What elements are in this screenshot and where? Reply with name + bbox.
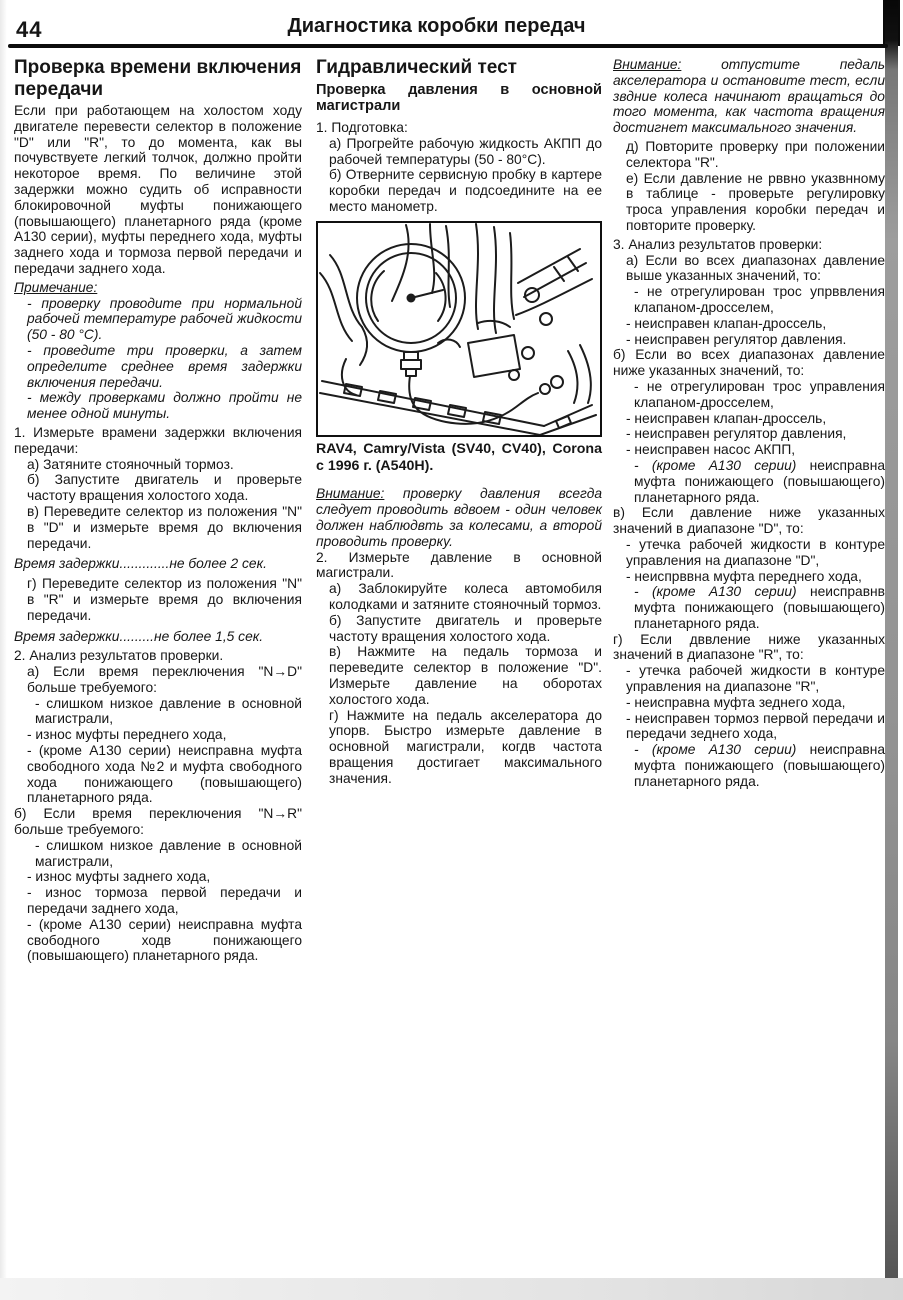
lettered-item: е) Если давление не рввно указвнному в таблице - проверьте регулировку троса управления коробки передач и повторите проверку. [626,170,885,233]
dash-item: - не отрегулирован трос управления клапаном-дросселем, [634,378,885,410]
lettered-item: г) Если дввление ниже указанных значений в диапазоне "R", то: [613,631,885,663]
numbered-step: 1. Измерьте врамени задержки включения передачи: [14,424,302,456]
lettered-item: а) Если время переключения "N→D" больше требуемого: [27,664,302,695]
dash-item: - неисправен клапан-дроссель, [626,410,827,426]
column-left [14,57,302,964]
column-middle [316,57,602,787]
sub-heading: Проверка давления в основной магистрали [316,81,602,115]
note-item: - проведите три проверки, а затем определите среднее время задержки включения передачи. [27,342,302,390]
header-rule [8,44,888,48]
lettered-item: г) Нажмите на педаль акселератора до упорв. Быстро измерьте давление в основной магистрали, когдв частота вращения достигает максимального значения. [329,707,602,786]
lettered-item: б) Отверните сервисную пробку в картере коробки передач и подсоедините на ее место манометр. [329,167,602,215]
lettered-item: в) Если давление ниже указанных значений в диапазоне "D", то: [613,505,885,537]
lettered-item: д) Повторите проверку при положении селектора "R". [626,138,885,170]
page-number: 44 [16,17,43,42]
right-scan-strip [885,0,898,1300]
dash-item: - неисправен клапан-дроссель, [626,315,827,331]
lettered-item: в) Нажмите на педаль тормоза и переведите селектор в положение "D". Измерьте давление на оборотах холостого хода. [329,644,602,707]
note-label: Примечание: [14,279,98,295]
column-right [613,57,885,790]
bottom-scan-band [0,1278,903,1300]
lettered-item: г) Переведите селектор из положения "N" в "R" и измерьте время до включения передачи. [27,576,302,623]
attention-note: Внимание: отпустите педаль акселератора и остановите тест, если звдние колеса начинают вращаться до того момента, как частота вращения достигнет максимального значения. [613,57,885,136]
lettered-item: в) Переведите селектор из положения "N" в "D" и измерьте время до включения передачи. [27,503,302,551]
section-heading: Гидравлический тест [316,57,517,78]
dash-item: - слишком низкое давление в основной магистрали, [35,837,302,869]
spec-line: Время задержки.........не более 1,5 сек. [14,628,264,644]
dash-item: - износ муфты переднего хода, [27,727,227,743]
lettered-item: б) Если время переключения "N→R" больше требуемого: [14,806,302,838]
dash-item: - неисправен тормоз первой передачи и передачи зеднего хода, [626,710,885,742]
lettered-item: б) Запустите двигатель и проверьте частоту вращения холостого хода. [329,612,602,644]
dash-item: - (кроме А130 серии) неисправна муфта свободного ходв понижающего (повышающего) планетарного ряда. [27,916,302,964]
dash-item: - (кроме А130 серии) неисправна муфта понижающего (повышающего) планетарного ряда. [634,742,885,789]
numbered-step: 3. Анализ результатов проверки: [613,236,823,252]
numbered-step: 2. Измерьте давление в основной магистрали. [316,549,602,581]
dash-item: - не отрегулирован трос упрввления клапаном-дросселем, [634,284,885,315]
dash-item: - неиспрввна муфта переднего хода, [626,568,862,584]
spec-line: Время задержки.............не более 2 сек. [14,556,267,572]
dash-item: - (кроме А130 серии) неисправна муфта понижающего (повышающего) планетарного ряда. [634,457,885,505]
dash-item: - неисправен регулятор давления. [626,331,847,347]
lettered-item: а) Прогрейте рабочую жидкость АКПП до рабочей температуры (50 - 80°С). [329,135,602,167]
dash-item: - неисправен регулятор давления, [626,426,847,442]
dash-item: - неисправна муфта зеднего хода, [626,694,846,710]
lettered-item: а) Если во всех диапазонах давление выше указанных значений, то: [626,252,885,284]
dash-item: - слишком низкое давление в основной магистрали, [35,695,302,727]
paragraph: Если при работающем на холостом ходу двигателе перевести селектор в положение "D" или "R", то до момента, как вы почувствуете легкий толчок, должно пройти некоторое время. По величине этой задержки можно судить об исправности блокировочной муфты понижающего (повышающего) планетарного ряда (кроме А130 серии), муфты переднего хода, муфты заднего хода и тормоза первой передачи и передачи заднего хода. [14,103,302,276]
lettered-item: б) Если во всех диапазонах давление ниже указанных значений, то: [613,347,885,379]
page-title: Диагностика коробки передач [287,15,586,37]
dash-item: - (кроме А130 серии) неисправна муфта свободного хода №2 и муфта свободного хода понижающего (повышающего) планетарного ряда. [27,743,302,806]
note-item: - проверку проводите при нормальной рабочей температуре рабочей жидкости (50 - 80 °С). [27,295,302,343]
pressure-gauge-drawing [318,223,600,435]
lettered-item: а) Заблокируйте колеса автомобиля колодками и затяните стояночный тормоз. [329,581,602,613]
dash-item: - неисправен насос АКПП, [626,442,796,458]
figure-caption: RAV4, Camry/Vista (SV40, CV40), Corona с 1996 г. (A540H). [316,440,602,474]
lettered-item: б) Запустите двигатель и проверьте частоту вращения холостого хода. [27,472,302,504]
dash-item: - утечка рабочей жидкости в контуре управления на диапазоне "D", [626,536,885,568]
note-item: - между проверками должно пройти не менее одной минуты. [27,390,302,422]
dash-item: - утечка рабочей жидкости в контуре управления на диапазоне "R", [626,663,885,695]
attention-note: Внимание: проверку давления всегда следует проводить вдвоем - один человек должен наблюдвть за колесами, а второй проводить проверку. [316,486,602,549]
section-heading: Проверка времени включения передачи [14,57,302,100]
dash-item: - износ муфты заднего хода, [27,869,211,885]
dash-item: - износ тормоза первой передачи и передачи заднего хода, [27,885,302,917]
numbered-step: 2. Анализ результатов проверки. [14,648,224,664]
numbered-step: 1. Подготовка: [316,120,408,136]
dash-item: - (кроме А130 серии) неисправнв муфта понижающего (повышающего) планетарного ряда. [634,584,886,631]
pressure-gauge-illustration [316,221,602,437]
left-scan-edge [0,0,7,1300]
lettered-item: а) Затяните стояночный тормоз. [27,456,234,472]
